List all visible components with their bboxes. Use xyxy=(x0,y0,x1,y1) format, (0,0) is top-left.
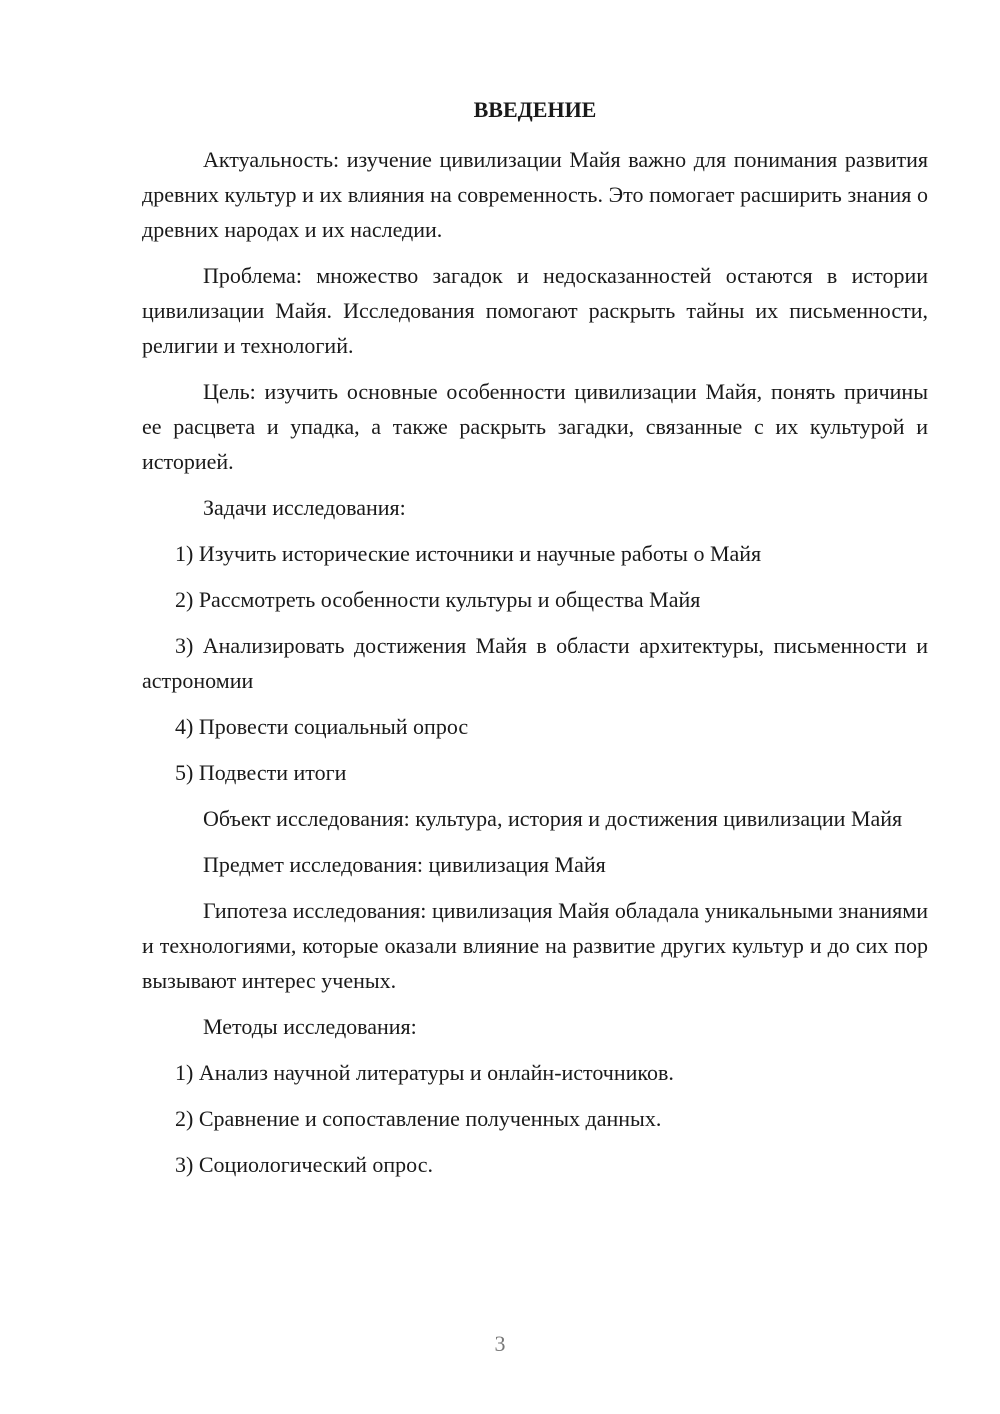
paragraph-object: Объект исследования: культура, история и достижения цивилизации Майя xyxy=(203,806,903,831)
task-item-2: 2) Рассмотреть особенности культуры и общества Майя xyxy=(175,587,701,612)
paragraph-problem: Проблема: множество загадок и недосказанностей остаются в истории цивилизации Майя. Исследования помогают раскрыть тайны их письменности, религии и технологий. xyxy=(142,263,928,358)
task-item-4: 4) Провести социальный опрос xyxy=(175,714,469,739)
method-item-3: 3) Социологический опрос. xyxy=(175,1152,433,1177)
task-item-5: 5) Подвести итоги xyxy=(175,760,347,785)
section-heading: ВВЕДЕНИЕ xyxy=(473,97,597,122)
methods-title: Методы исследования: xyxy=(203,1014,417,1039)
paragraph-goal: Цель: изучить основные особенности цивилизации Майя, понять причины ее расцвета и упадка, а также раскрыть загадки, связанные с их культурой и историей. xyxy=(142,379,928,474)
paragraph-subject: Предмет исследования: цивилизация Майя xyxy=(203,852,606,877)
page-number: 3 xyxy=(494,1331,506,1356)
paragraph-relevance: Актуальность: изучение цивилизации Майя важно для понимания развития древних культур и их влияния на современность. Это помогает расширить знания о древних народах и их наследии. xyxy=(142,147,928,242)
paragraph-hypothesis: Гипотеза исследования: цивилизация Майя обладала уникальными знаниями и технологиями, которые оказали влияние на развитие других культур и до сих пор вызывают интерес ученых. xyxy=(142,898,928,993)
task-item-3: 3) Анализировать достижения Майя в области архитектуры, письменности и астрономии xyxy=(142,633,928,693)
document-body xyxy=(142,142,928,1182)
method-item-2: 2) Сравнение и сопоставление полученных данных. xyxy=(175,1106,662,1131)
tasks-title: Задачи исследования: xyxy=(203,495,406,520)
method-item-1: 1) Анализ научной литературы и онлайн-источников. xyxy=(175,1060,674,1085)
task-item-1: 1) Изучить исторические источники и научные работы о Майя xyxy=(175,541,762,566)
